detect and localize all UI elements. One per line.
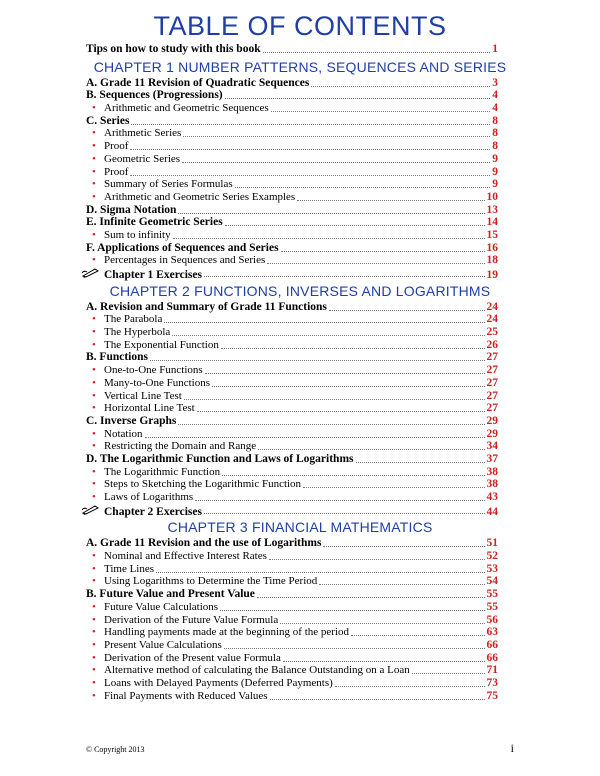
entry-label: The Hyperbola — [104, 326, 171, 339]
toc-section[interactable] — [86, 242, 498, 255]
leader-dots — [281, 242, 485, 252]
entry-label: Derivation of the Present value Formula — [104, 651, 281, 664]
bullet-icon: • — [92, 427, 96, 440]
chapters-list — [0, 59, 600, 703]
bullet-icon: • — [92, 638, 96, 651]
bullet-icon: • — [92, 313, 96, 326]
leader-dots — [221, 339, 485, 349]
entry-label: A. Grade 11 Revision and the use of Logarithms — [86, 537, 322, 550]
toc-item[interactable] — [92, 376, 498, 390]
leader-dots — [204, 267, 485, 277]
bullet-icon: • — [92, 664, 96, 677]
entry-label: A. Revision and Summary of Grade 11 Functions — [86, 300, 327, 313]
leader-dots — [131, 115, 490, 125]
entry-label: B. Sequences (Progressions) — [86, 89, 223, 102]
entry-label: Loans with Delayed Payments (Deferred Payments) — [104, 676, 333, 689]
toc-item[interactable] — [92, 638, 498, 652]
entry-label: Arithmetic and Geometric Sequences — [104, 102, 269, 115]
entry-label: C. Inverse Graphs — [86, 414, 177, 427]
entry-page-number: 9 — [492, 152, 498, 165]
entry-label: Alternative method of calculating the Balance Outstanding on a Loan — [104, 664, 410, 677]
toc-item[interactable] — [92, 427, 498, 441]
toc-item[interactable] — [92, 562, 498, 576]
entry-label: Using Logarithms to Determine the Time Period — [104, 575, 318, 588]
entry-page-number: 8 — [492, 114, 498, 127]
leader-dots — [270, 690, 485, 700]
bullet-icon: • — [92, 465, 96, 478]
leader-dots — [257, 588, 485, 598]
entry-label: Proof — [104, 140, 129, 153]
bullet-icon: • — [92, 626, 96, 639]
entry-page-number: 55 — [486, 588, 498, 601]
toc-section[interactable] — [86, 115, 498, 128]
toc-entry-tips[interactable] — [86, 43, 498, 56]
entry-page-number: 3 — [492, 76, 498, 89]
toc-item[interactable] — [92, 140, 498, 153]
toc-item[interactable] — [92, 491, 498, 504]
toc-item[interactable] — [92, 102, 498, 115]
leader-dots — [335, 677, 485, 687]
entry-label: Final Payments with Reduced Values — [104, 689, 268, 702]
bullet-icon: • — [92, 178, 96, 191]
entry-label: Restricting the Domain and Range — [104, 440, 257, 453]
leader-dots — [145, 428, 485, 438]
bullet-icon: • — [92, 440, 96, 453]
entry-label: Future Value Calculations — [104, 600, 219, 613]
toc-item[interactable] — [92, 402, 498, 415]
entry-page-number: 25 — [486, 326, 498, 339]
entry-page-number: 56 — [486, 613, 498, 626]
entry-page-number: 43 — [486, 491, 498, 503]
bullet-icon: • — [92, 478, 96, 491]
toc-section[interactable] — [86, 537, 498, 550]
bullet-icon: • — [92, 140, 96, 153]
bullet-icon: • — [92, 326, 96, 339]
leader-dots — [280, 614, 484, 624]
entry-page-number: 55 — [486, 600, 498, 613]
entry-label: Chapter 1 Exercises — [104, 269, 202, 281]
toc-section[interactable] — [86, 415, 498, 428]
leader-dots — [212, 377, 484, 387]
entry-label: Derivation of the Future Value Formula — [104, 613, 279, 626]
entry-page-number: 27 — [486, 402, 498, 415]
chapter-heading: CHAPTER 2 FUNCTIONS, INVERSES AND LOGARITHMS — [109, 282, 491, 299]
toc-item[interactable] — [92, 664, 498, 677]
bullet-icon: • — [92, 127, 96, 140]
page-number: i — [510, 741, 514, 755]
entry-page-number: 54 — [486, 575, 498, 588]
entry-page-number: 29 — [486, 427, 498, 440]
bullet-icon: • — [92, 228, 96, 241]
bullet-icon: • — [92, 102, 96, 115]
leader-dots — [283, 652, 485, 662]
entry-page-number: 10 — [486, 190, 498, 203]
bullet-icon: • — [92, 562, 96, 575]
toc-section[interactable] — [86, 588, 498, 601]
bullet-icon: • — [92, 389, 96, 402]
entry-label: B. Functions — [86, 351, 148, 364]
toc-item[interactable] — [92, 228, 498, 242]
leader-dots — [184, 390, 485, 400]
toc-item[interactable] — [92, 190, 498, 204]
toc-exercises[interactable] — [82, 267, 498, 280]
entry-page-number: 52 — [486, 550, 498, 563]
leader-dots — [258, 440, 484, 450]
leader-dots — [195, 491, 484, 501]
leader-dots — [164, 313, 484, 323]
leader-dots — [173, 229, 485, 239]
leader-dots — [204, 504, 485, 514]
leader-dots — [130, 140, 490, 150]
bullet-icon: • — [92, 491, 96, 503]
toc-item[interactable] — [92, 178, 498, 191]
entry-page-number: 9 — [492, 178, 498, 191]
leader-dots — [183, 127, 490, 137]
entry-page-number: 4 — [492, 89, 498, 102]
leader-dots — [319, 575, 484, 585]
entry-page-number: 34 — [486, 440, 498, 453]
leader-dots — [225, 216, 485, 226]
toc-section[interactable] — [86, 351, 498, 364]
toc-section[interactable] — [86, 77, 498, 90]
entry-page-number: 63 — [486, 626, 498, 639]
entry-page-number: 8 — [492, 140, 498, 153]
entry-page-number: 44 — [486, 505, 498, 518]
entry-label: E. Infinite Geometric Series — [86, 216, 223, 229]
entry-label: A. Grade 11 Revision of Quadratic Sequences — [86, 76, 310, 89]
bullet-icon: • — [92, 613, 96, 626]
toc-item[interactable] — [92, 613, 498, 627]
entry-label: Notation — [104, 427, 143, 440]
bullet-icon: • — [92, 676, 96, 689]
entry-page-number: 9 — [492, 165, 498, 178]
bullet-icon: • — [92, 600, 96, 613]
bullet-icon: • — [92, 402, 96, 415]
entry-page-number: 8 — [492, 127, 498, 140]
toc-item[interactable] — [92, 651, 498, 665]
entry-page-number: 27 — [486, 351, 498, 364]
entry-page-number: 19 — [486, 269, 498, 281]
toc-item[interactable] — [92, 575, 498, 588]
leader-dots — [311, 77, 490, 87]
entry-page-number: 66 — [486, 651, 498, 664]
entry-page-number: 24 — [486, 313, 498, 326]
toc-item[interactable] — [92, 676, 498, 690]
entry-label: Summary of Series Formulas — [104, 178, 233, 191]
entry-page-number: 13 — [486, 203, 498, 216]
entry-page-number: 15 — [486, 228, 498, 241]
toc-section[interactable] — [86, 216, 498, 229]
leader-dots — [205, 364, 485, 374]
leader-dots — [225, 89, 491, 99]
entry-label: Percentages in Sequences and Series — [104, 254, 266, 267]
bullet-icon: • — [92, 338, 96, 351]
entry-label: B. Future Value and Present Value — [86, 588, 255, 601]
toc-item[interactable] — [92, 550, 498, 563]
entry-page-number: 37 — [486, 452, 498, 465]
toc-item[interactable] — [92, 152, 498, 166]
entry-page-number: 29 — [486, 414, 498, 427]
toc-exercises[interactable] — [82, 504, 498, 517]
bullet-icon: • — [92, 575, 96, 588]
entry-label: Laws of Logarithms — [104, 491, 194, 503]
toc-item[interactable] — [92, 478, 498, 491]
leader-dots — [235, 178, 491, 188]
entry-label: F. Applications of Sequences and Series — [86, 241, 279, 254]
leader-dots — [178, 415, 484, 425]
entry-page-number: 75 — [486, 689, 498, 702]
toc-section[interactable] — [86, 89, 498, 102]
entry-label: Handling payments made at the beginning of the period — [104, 626, 349, 639]
leader-dots — [412, 664, 485, 674]
leader-dots — [178, 204, 484, 214]
entry-label: The Parabola — [104, 313, 163, 326]
leader-dots — [130, 166, 490, 176]
toc-item[interactable] — [92, 600, 498, 614]
entry-label: Geometric Series — [104, 152, 181, 165]
toc-item[interactable] — [92, 465, 498, 479]
entry-label: Arithmetic and Geometric Series Examples — [104, 190, 296, 203]
leader-dots — [329, 301, 485, 311]
page-title: TABLE OF CONTENTS — [153, 11, 447, 41]
toc-section[interactable] — [86, 453, 498, 466]
entry-label: Sum to infinity — [104, 228, 171, 241]
toc-section[interactable] — [86, 301, 498, 314]
leader-dots — [172, 326, 484, 336]
bullet-icon: • — [92, 550, 96, 563]
entry-label: Horizontal Line Test — [104, 402, 195, 415]
entry-label: D. The Logarithmic Function and Laws of Logarithms — [86, 452, 354, 465]
pencil-icon — [82, 504, 100, 515]
leader-dots — [224, 639, 485, 649]
bullet-icon: • — [92, 651, 96, 664]
entry-label: C. Series — [86, 114, 130, 127]
bullet-icon: • — [92, 254, 96, 267]
toc-section[interactable] — [86, 204, 498, 217]
entry-label: Many-to-One Functions — [104, 376, 211, 389]
entry-page-number: 27 — [486, 389, 498, 402]
entry-page-number: 26 — [486, 338, 498, 351]
entry-label: Vertical Line Test — [104, 389, 182, 402]
entry-page-number: 66 — [486, 638, 498, 651]
entry-label: D. Sigma Notation — [86, 203, 177, 216]
toc-item[interactable] — [92, 389, 498, 403]
entry-label: Proof — [104, 165, 129, 178]
leader-dots — [269, 550, 485, 560]
entry-label: Chapter 2 Exercises — [104, 505, 202, 518]
bullet-icon: • — [92, 165, 96, 178]
entry-page-number: 24 — [486, 300, 498, 313]
leader-dots — [323, 537, 484, 547]
leader-dots — [222, 466, 484, 476]
leader-dots — [297, 191, 484, 201]
entry-page-number: 27 — [486, 364, 498, 377]
leader-dots — [267, 254, 484, 264]
bullet-icon: • — [92, 152, 96, 165]
pencil-icon — [82, 267, 100, 278]
bullet-icon: • — [92, 689, 96, 702]
entry-label: Time Lines — [104, 562, 155, 575]
leader-dots — [197, 402, 485, 412]
entry-page-number: 53 — [486, 562, 498, 575]
toc-item[interactable] — [92, 440, 498, 453]
leader-dots — [263, 43, 491, 53]
toc-item[interactable] — [92, 689, 498, 703]
bullet-icon: • — [92, 364, 96, 377]
entry-page-number: 4 — [492, 102, 498, 115]
entry-label: The Logarithmic Function — [104, 465, 221, 478]
toc-item[interactable] — [92, 326, 498, 339]
toc-item[interactable] — [92, 626, 498, 639]
leader-dots — [156, 563, 484, 573]
entry-page-number: 38 — [486, 465, 498, 478]
entry-page-number: 27 — [486, 376, 498, 389]
entry-page-number: 38 — [486, 478, 498, 491]
bullet-icon: • — [92, 190, 96, 203]
entry-label: Nominal and Effective Interest Rates — [104, 550, 267, 563]
copyright-notice: © Copyright 2013 — [86, 745, 145, 754]
leader-dots — [220, 601, 484, 611]
leader-dots — [356, 453, 485, 463]
leader-dots — [182, 153, 490, 163]
toc-item[interactable] — [92, 313, 498, 326]
entry-page-number: 16 — [486, 241, 498, 254]
entry-page-number: 1 — [492, 43, 498, 55]
entry-label: The Exponential Function — [104, 338, 219, 351]
entry-page-number: 73 — [486, 676, 498, 689]
entry-label: Tips on how to study with this book — [86, 43, 261, 55]
entry-page-number: 51 — [486, 537, 498, 550]
entry-page-number: 14 — [486, 216, 498, 229]
leader-dots — [271, 102, 491, 112]
leader-dots — [150, 351, 485, 361]
bullet-icon: • — [92, 376, 96, 389]
chapter-heading: CHAPTER 3 FINANCIAL MATHEMATICS — [167, 519, 433, 536]
entry-page-number: 18 — [486, 254, 498, 267]
toc-item[interactable] — [92, 127, 498, 140]
entry-page-number: 71 — [486, 664, 498, 677]
toc-item[interactable] — [92, 254, 498, 267]
leader-dots — [303, 478, 484, 488]
toc-item[interactable] — [92, 165, 498, 179]
entry-label: Arithmetic Series — [104, 127, 182, 140]
toc-item[interactable] — [92, 338, 498, 352]
toc-item[interactable] — [92, 364, 498, 377]
leader-dots — [351, 626, 485, 636]
entry-label: Steps to Sketching the Logarithmic Function — [104, 478, 302, 491]
entry-label: One-to-One Functions — [104, 364, 203, 377]
chapter-heading: CHAPTER 1 NUMBER PATTERNS, SEQUENCES AND SERIES — [93, 58, 507, 75]
entry-label: Present Value Calculations — [104, 638, 222, 651]
